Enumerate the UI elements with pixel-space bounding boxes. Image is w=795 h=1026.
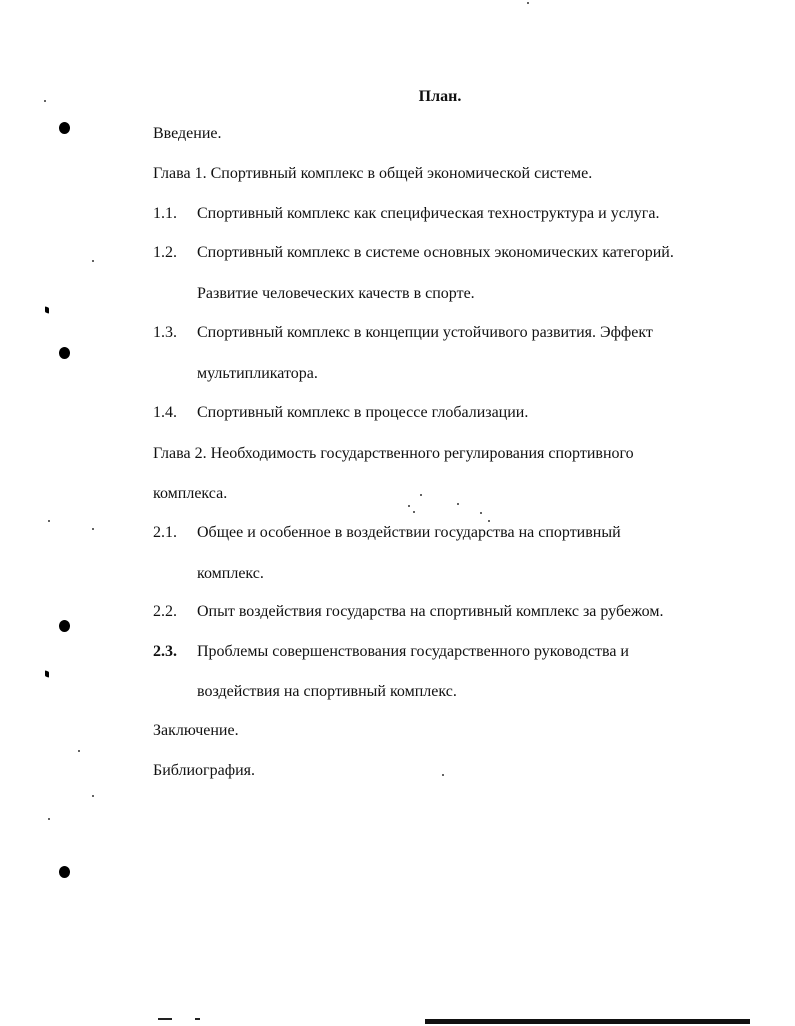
- scan-speck: [408, 505, 410, 507]
- section-title-continued: комплекс.: [197, 565, 264, 582]
- section-title: Общее и особенное в воздействии государства на спортивный: [197, 524, 621, 541]
- section-number: 1.2.: [153, 244, 177, 261]
- binder-hole-1: [59, 122, 70, 134]
- section-title: Спортивный комплекс в концепции устойчивого развития. Эффект: [197, 324, 653, 341]
- section-title: Спортивный комплекс в процессе глобализации.: [197, 404, 529, 421]
- scan-speck: [48, 520, 50, 522]
- scan-speck: [457, 503, 459, 505]
- section-number: 2.3.: [153, 643, 177, 660]
- chapter-1-title: Глава 1. Спортивный комплекс в общей экономической системе.: [153, 165, 593, 182]
- scan-speck: [92, 260, 94, 262]
- scan-speck: [78, 750, 80, 752]
- section-title-continued: Развитие человеческих качеств в спорте.: [197, 285, 475, 302]
- page-title: План.: [418, 88, 462, 105]
- section-number: 1.4.: [153, 404, 177, 421]
- scan-speck: [480, 512, 482, 514]
- bibliography-heading: Библиография.: [153, 762, 255, 779]
- intro-heading: Введение.: [153, 125, 222, 142]
- binder-hole-4: [59, 866, 70, 878]
- conclusion-heading: Заключение.: [153, 722, 239, 739]
- section-title: Опыт воздействия государства на спортивный комплекс за рубежом.: [197, 603, 664, 620]
- section-number: 1.1.: [153, 205, 177, 222]
- scan-mark-bottom: [158, 1018, 172, 1020]
- section-title: Спортивный комплекс в системе основных экономических категорий.: [197, 244, 674, 261]
- section-number: 2.1.: [153, 524, 177, 541]
- section-number: 1.3.: [153, 324, 177, 341]
- chapter-2-title: Глава 2. Необходимость государственного регулирования спортивного: [153, 445, 634, 462]
- section-title: Спортивный комплекс как специфическая техноструктура и услуга.: [197, 205, 660, 222]
- chapter-2-title-continued: комплекса.: [153, 485, 228, 502]
- scan-speck: [420, 494, 422, 496]
- scan-speck: [92, 795, 94, 797]
- section-number: 2.2.: [153, 603, 177, 620]
- section-title: Проблемы совершенствования государственного руководства и: [197, 643, 629, 660]
- section-title-continued: воздействия на спортивный комплекс.: [197, 683, 457, 700]
- scan-speck: [527, 2, 529, 4]
- scan-speck: [92, 528, 94, 530]
- scan-speck: [48, 818, 50, 820]
- section-title-continued: мультипликатора.: [197, 365, 318, 382]
- scan-mark-2: [45, 670, 49, 677]
- scan-mark-1: [45, 306, 49, 313]
- scan-speck: [413, 511, 415, 513]
- scan-speck: [488, 520, 490, 522]
- scan-mark-bottom: [195, 1018, 200, 1020]
- binder-hole-3: [59, 620, 70, 632]
- binder-hole-2: [59, 347, 70, 359]
- page-edge-shadow: [425, 1019, 750, 1024]
- scan-speck: [442, 774, 444, 776]
